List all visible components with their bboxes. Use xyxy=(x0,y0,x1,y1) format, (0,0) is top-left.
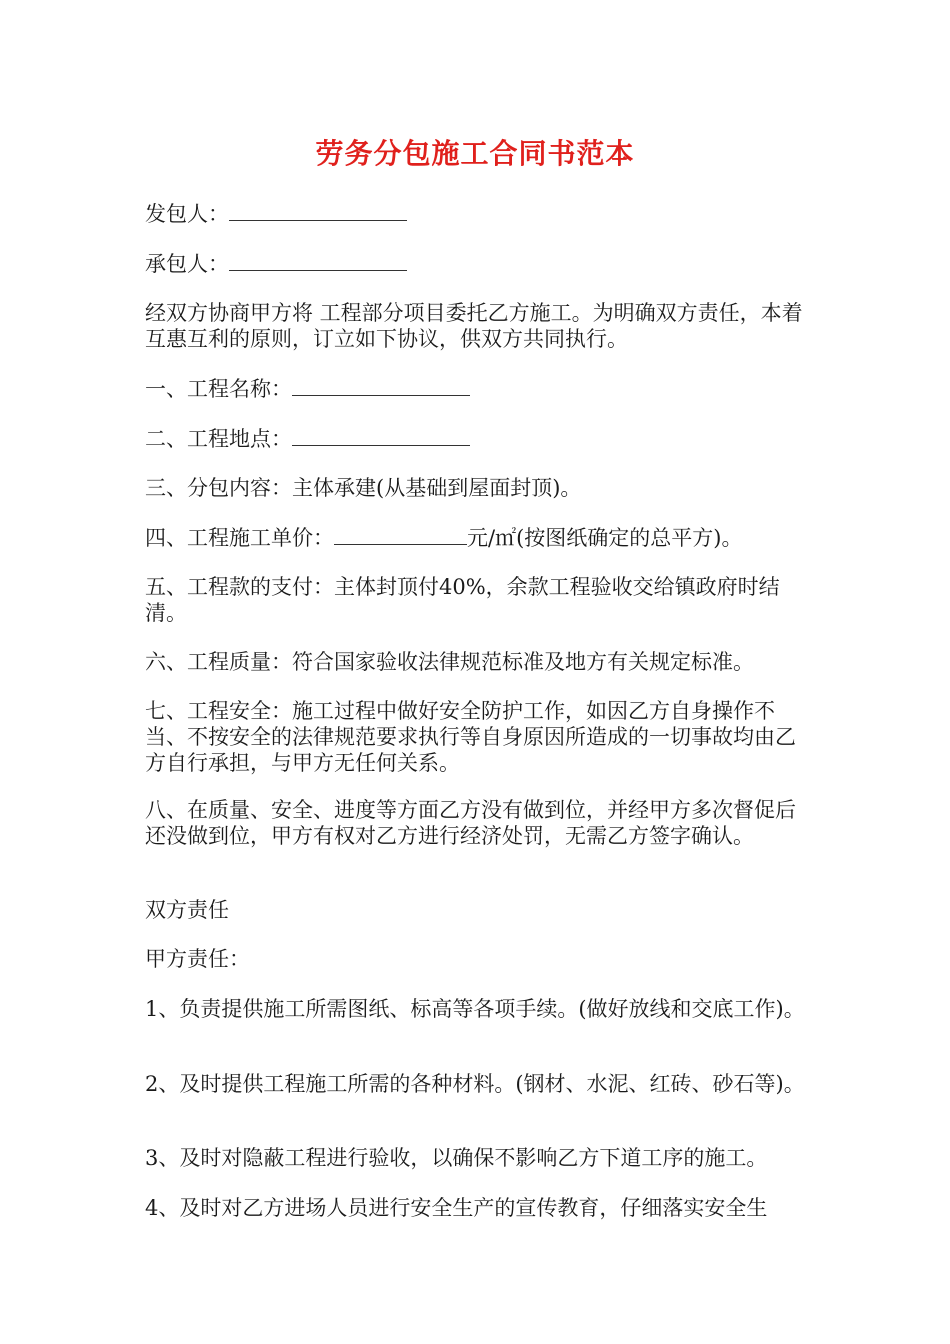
project-name-blank xyxy=(292,375,470,396)
party-b-line xyxy=(145,250,810,277)
item-4-label: 四、工程施工单价： xyxy=(145,526,334,550)
party-a-line xyxy=(145,200,810,227)
party-a-duties-heading: 甲方责任： xyxy=(145,947,250,971)
duty-3-paragraph: 3、及时对隐蔽工程进行验收，以确保不影响乙方下道工序的施工。 xyxy=(145,1146,768,1170)
intro-paragraph: 经双方协商甲方将 工程部分项目委托乙方施工。为明确双方责任，本着互惠互利的原则，订立如下协议，供双方共同执行。 xyxy=(145,301,803,351)
item-2-label: 二、工程地点： xyxy=(145,427,292,451)
item-6-paragraph: 六、工程质量：符合国家验收法律规范标准及地方有关规定标准。 xyxy=(145,650,754,674)
project-location-blank xyxy=(292,425,470,446)
party-a-label: 发包人： xyxy=(145,202,229,226)
section-heading: 双方责任 xyxy=(145,898,229,922)
item-8-paragraph: 八、在质量、安全、进度等方面乙方没有做到位，并经甲方多次督促后还没做到位，甲方有权对乙方进行经济处罚，无需乙方签字确认。 xyxy=(145,798,796,848)
unit-price-blank xyxy=(334,524,467,545)
duty-2-paragraph: 2、及时提供工程施工所需的各种材料。(钢材、水泥、红砖、砂石等)。 xyxy=(145,1072,805,1096)
party-a-blank xyxy=(229,200,407,221)
item-2-line xyxy=(145,425,810,452)
item-1-line xyxy=(145,375,810,402)
item-1-label: 一、工程名称： xyxy=(145,377,292,401)
item-3-paragraph: 三、分包内容：主体承建(从基础到屋面封顶)。 xyxy=(145,476,582,500)
duty-1-paragraph: 1、负责提供施工所需图纸、标高等各项手续。(做好放线和交底工作)。 xyxy=(145,997,805,1021)
party-b-blank xyxy=(229,250,407,271)
item-7-paragraph: 七、工程安全：施工过程中做好安全防护工作，如因乙方自身操作不当、不按安全的法律规范要求执行等自身原因所造成的一切事故均由乙方自行承担，与甲方无任何关系。 xyxy=(145,699,796,775)
party-b-label: 承包人： xyxy=(145,252,229,276)
document-title: 劳务分包施工合同书范本 xyxy=(315,137,635,170)
item-4-suffix: 元/㎡(按图纸确定的总平方)。 xyxy=(467,526,743,550)
duty-4-paragraph: 4、及时对乙方进场人员进行安全生产的宣传教育，仔细落实安全生 xyxy=(145,1196,768,1220)
item-5-paragraph: 五、工程款的支付：主体封顶付40%，余款工程验收交给镇政府时结清。 xyxy=(145,575,780,625)
item-4-line xyxy=(145,524,810,551)
